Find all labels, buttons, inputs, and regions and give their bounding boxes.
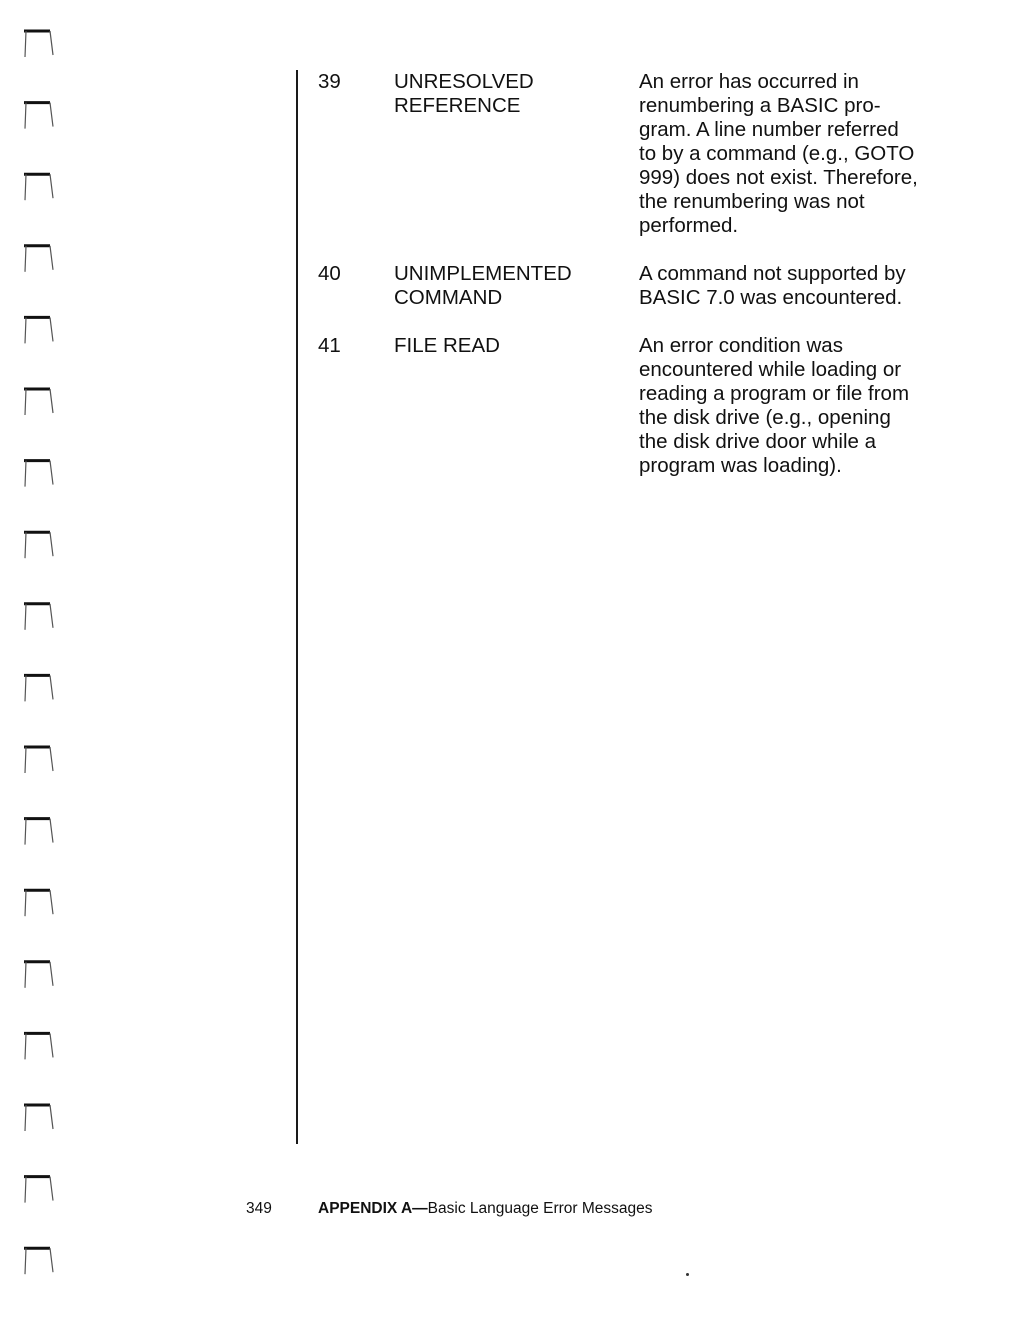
binding-hole-mark	[24, 461, 53, 487]
binding-hole-mark	[24, 962, 53, 988]
binding-hole-mark	[24, 532, 53, 558]
footer-title	[318, 1199, 653, 1219]
binding-hole-mark	[24, 1177, 53, 1203]
binding-hole-mark	[24, 1033, 53, 1059]
binding-hole-mark	[24, 1248, 53, 1274]
binding-hole-mark	[24, 1105, 53, 1131]
vertical-rule	[296, 70, 298, 1144]
binding-holes-graphic	[0, 0, 70, 1328]
error-name: UNRESOLVED REFERENCE	[394, 70, 534, 117]
binding-hole-mark	[24, 103, 53, 129]
binding-hole-mark	[24, 675, 53, 701]
error-description: An error has occurred in renumbering a BASIC pro- gram. A line number referred to by a command (e.g., GOTO 999) does not exist. Therefore, the renumbering was not performed.	[639, 70, 918, 237]
binding-hole-mark	[24, 31, 53, 57]
binding-hole-mark	[24, 747, 53, 773]
error-number: 39	[318, 70, 341, 93]
binding-hole-mark	[24, 389, 53, 415]
page-number: 349	[246, 1200, 272, 1217]
binding-hole-mark	[24, 604, 53, 630]
error-name: UNIMPLEMENTED COMMAND	[394, 262, 572, 309]
error-number: 40	[318, 262, 341, 285]
binding-hole-mark	[24, 819, 53, 845]
print-speck	[686, 1273, 689, 1276]
binding-hole-mark	[24, 890, 53, 916]
appendix-label: APPENDIX A—	[318, 1200, 428, 1217]
error-description: An error condition was encountered while loading or reading a program or file from the disk drive (e.g., opening the disk drive door while a program was loading).	[639, 334, 910, 477]
error-name: FILE READ	[394, 334, 500, 357]
binding-hole-mark	[24, 246, 53, 272]
appendix-title: Basic Language Error Messages	[427, 1200, 653, 1217]
binding-holes	[0, 0, 70, 1328]
error-number: 41	[318, 334, 341, 357]
binding-hole-mark	[24, 317, 53, 343]
error-description: A command not supported by BASIC 7.0 was encountered.	[639, 262, 906, 309]
binding-hole-mark	[24, 174, 53, 200]
